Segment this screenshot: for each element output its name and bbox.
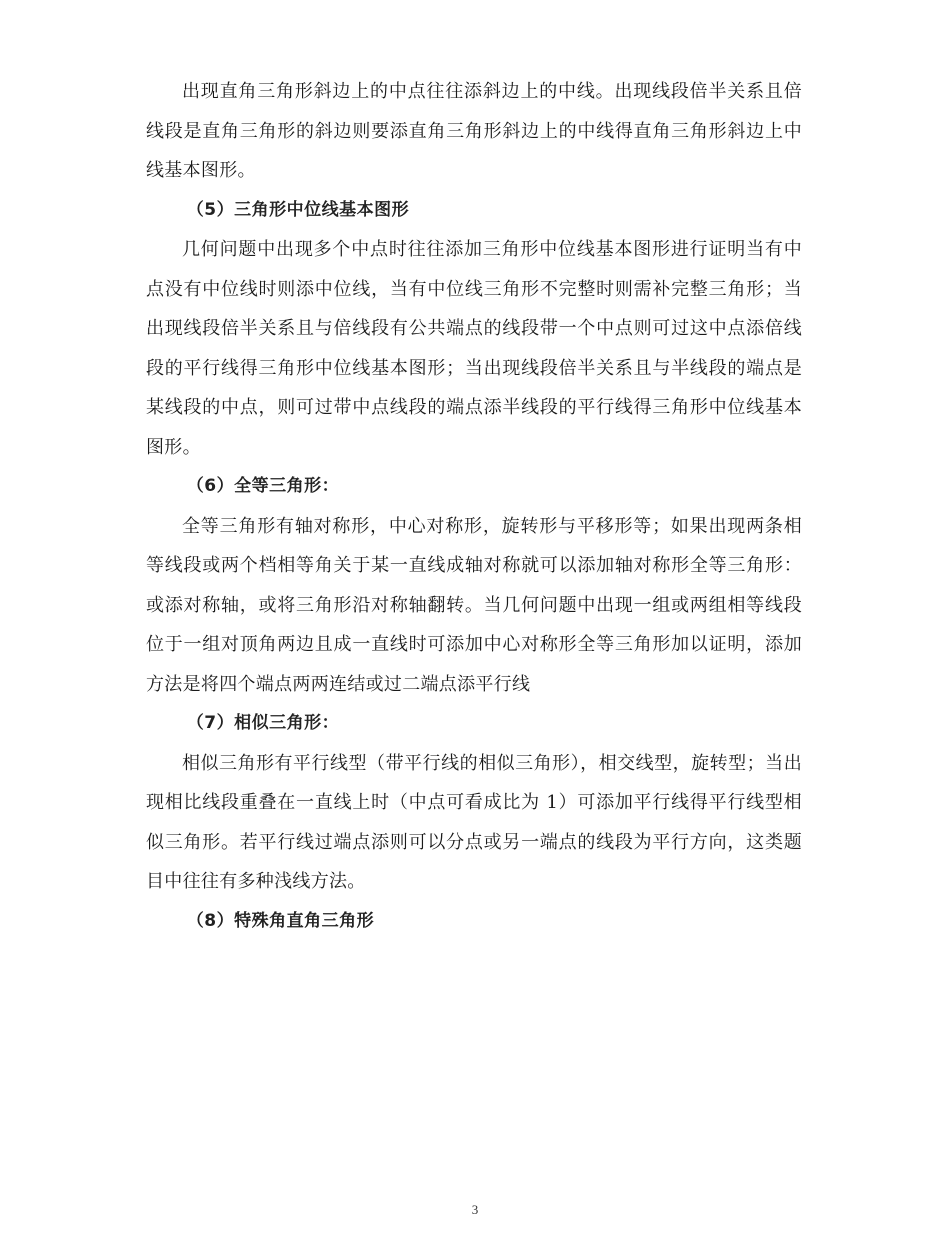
heading-special-right-triangles: （8）特殊角直角三角形 <box>186 910 375 931</box>
paragraph-midline-figure: 几何问题中出现多个中点时往往添加三角形中位线基本图形进行证明当有中点没有中位线时则添中位线，当有中位线三角形不完整时则需补完整三角形；当出现线段倍半关系且与倍线段有公共端点的线段带一个中点则可过这中点添倍线段的平行线得三角形中位线基本图形；当出现线段倍半关系且与半线段的端点是某线段的中点，则可过带中点线段的端点添半线段的平行线得三角形中位线基本图形。 <box>146 239 802 458</box>
document-body <box>146 72 802 941</box>
heading-midline-figure: （5）三角形中位线基本图形 <box>186 199 410 220</box>
page-number: 3 <box>471 1202 479 1217</box>
heading-similar-triangles: （7）相似三角形： <box>186 713 340 733</box>
heading-congruent-triangles: （6）全等三角形： <box>186 476 340 496</box>
paragraph-congruent-triangles: 全等三角形有轴对称形，中心对称形，旋转形与平移形等；如果出现两条相等线段或两个档相等角关于某一直线成轴对称就可以添加轴对称形全等三角形：或添对称轴，或将三角形沿对称轴翻转。当几何问题中出现一组或两组相等线段位于一组对顶角两边且成一直线时可添加中心对称形全等三角形加以证明，添加方法是将四个端点两两连结或过二端点添平行线 <box>146 515 802 695</box>
paragraph-similar-triangles: 相似三角形有平行线型（带平行线的相似三角形），相交线型，旋转型；当出现相比线段重叠在一直线上时（中点可看成比为 1）可添加平行线得平行线型相似三角形。若平行线过端点添则可以分点或另一端点的线段为平行方向，这类题目中往往有多种浅线方法。 <box>146 752 802 892</box>
paragraph-median-hypotenuse: 出现直角三角形斜边上的中点往往添斜边上的中线。出现线段倍半关系且倍线段是直角三角形的斜边则要添直角三角形斜边上的中线得直角三角形斜边上中线基本图形。 <box>146 81 802 181</box>
